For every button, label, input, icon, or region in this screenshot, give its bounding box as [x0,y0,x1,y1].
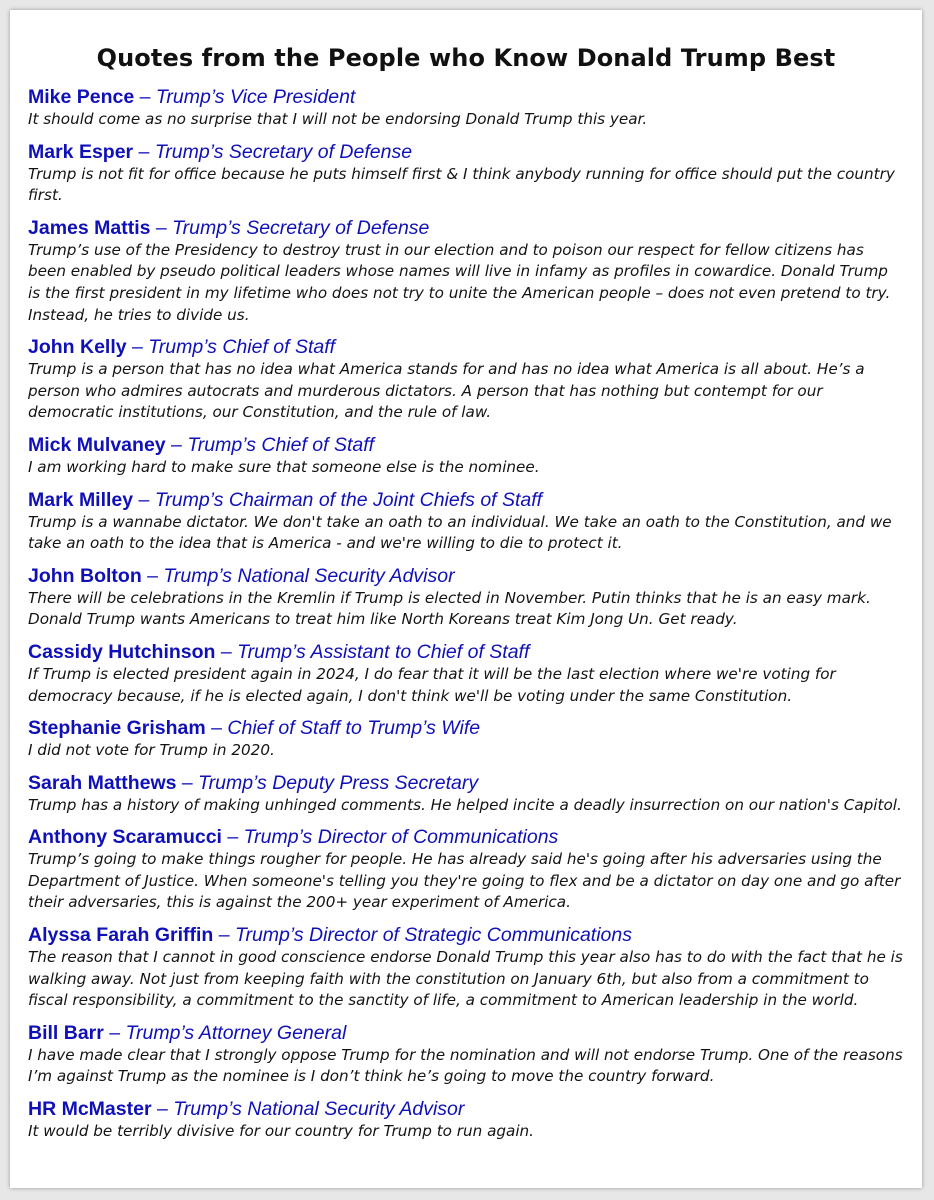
quote-text: Trump is a person that has no idea what America stands for and has no idea what America is all about. He’s a person who admires autocrats and murderous dictators. A person that has nothing but contempt for our democratic institutions, our Constitution, and the rule of law. [28,360,865,422]
quote-entry-mike-pence [28,85,904,131]
quote-entry-anthony-scaramucci [28,825,904,914]
quote-entry-john-bolton [28,564,904,631]
quote-entry-mark-esper [28,140,904,207]
person-role: Chief of Staff to Trump’s Wife [227,717,481,740]
person-name: Mark Esper [28,140,134,163]
person-name: HR McMaster [28,1098,152,1121]
dash-separator: – [134,86,156,108]
entry-heading [28,433,904,457]
quote-text: Trump’s use of the Presidency to destroy trust in our election and to poison our respect for fellow citizens has been enabled by pseudo political leaders whose names will live in infamy as profiles in cowardice. Donald Trump is the first president in my lifetime who does not try to unite the American people – does not even pretend to try. Instead, he tries to divide us. [28,240,891,324]
quote-entry-mick-mulvaney [28,433,904,479]
dash-separator: – [141,564,164,587]
person-name: Anthony Scaramucci [28,826,222,849]
person-name: Mike Pence [28,86,135,108]
dash-separator: – [213,924,235,947]
person-role: Trump’s Director of Communications [243,826,559,849]
quote-text: Trump’s going to make things rougher for people. He has already said he's going after his adversaries using the Department of Justice. When someone's telling you they're going to flex and be a dictator on day one and go after their adversaries, this is against the 200+ year experiment of America. [28,850,901,912]
person-name: Mark Milley [28,488,134,511]
quote-entry-cassidy-hutchinson [28,640,904,707]
page-title: Quotes from the People who Know Donald Trump Best [96,44,836,72]
quote-text: I have made clear that I strongly oppose Trump for the nomination and will not endorse Trump. One of the reasons I’m against Trump as the nominee is I don’t think he’s going to move the country forward. [28,1045,903,1086]
quote-entry-hr-mcmaster [28,1097,904,1143]
person-role: Trump’s Deputy Press Secretary [198,771,479,794]
quote-entry-alyssa-farah-griffin [28,923,904,1012]
entry-heading [28,640,904,664]
person-role: Trump’s National Security Advisor [173,1098,465,1121]
quote-text: I am working hard to make sure that someone else is the nominee. [28,457,540,476]
quote-text: If Trump is elected president again in 2024, I do fear that it will be the last election where we're voting for democracy because, if he is elected again, I don't think we'll be voting under the same Constitution. [28,664,836,705]
person-name: Alyssa Farah Griffin [28,924,214,947]
entry-heading [28,140,904,164]
person-role: Trump’s Chief of Staff [187,433,375,456]
quote-text: It would be terribly divisive for our country for Trump to run again. [28,1122,535,1141]
quote-text: Trump is not fit for office because he puts himself first & I think anybody running for office should put the country first. [28,164,895,205]
person-name: Mick Mulvaney [28,433,166,456]
entry-heading [28,771,904,795]
entry-heading [28,923,904,947]
quote-text: The reason that I cannot in good conscience endorse Donald Trump this year also has to do with the fact that he is walking away. Not just from keeping faith with the constitution on January 6th, but also from a commitment to fiscal responsibility, a commitment to the sanctity of life, a commitment to American leadership in the world. [28,948,903,1010]
person-name: John Kelly [28,336,127,359]
dash-separator: – [151,1098,174,1121]
person-name: Stephanie Grisham [28,717,206,740]
entry-heading [28,85,904,109]
quote-text: I did not vote for Trump in 2020. [28,741,275,760]
quote-text: It should come as no surprise that I will not be endorsing Donald Trump this year. [28,110,648,128]
entry-heading [28,716,904,740]
entry-heading [28,1021,904,1045]
document-page [10,10,922,1188]
quote-text: Trump is a wannabe dictator. We don't take an oath to an individual. We take an oath to the Constitution, and we take an oath to the idea that is America - and we're willing to die to protect it. [28,512,892,553]
quote-text: Trump has a history of making unhinged comments. He helped incite a deadly insurrection on our nation's Capitol. [28,795,902,814]
dash-separator: – [133,488,155,511]
quote-entry-bill-barr [28,1021,904,1088]
person-name: James Mattis [28,216,151,239]
dash-separator: – [126,336,149,359]
dash-separator: – [165,433,188,456]
quote-entry-james-mattis [28,216,904,326]
person-role: Trump’s Director of Strategic Communications [235,924,632,947]
quote-entry-stephanie-grisham [28,716,904,762]
quote-entry-john-kelly [28,335,904,424]
dash-separator: – [221,826,244,849]
quote-text: There will be celebrations in the Kremlin if Trump is elected in November. Putin thinks that he is an easy mark. Donald Trump wants Americans to treat him like North Koreans treat Kim Jong Un. Get ready. [28,588,871,629]
person-role: Trump’s Secretary of Defense [154,140,413,163]
entry-heading [28,564,904,588]
person-role: Trump’s National Security Advisor [163,564,455,587]
quote-entry-sarah-matthews [28,771,904,817]
entry-heading [28,825,904,849]
person-name: Bill Barr [28,1021,104,1044]
person-role: Trump’s Assistant to Chief of Staff [237,640,530,663]
entry-heading [28,1097,904,1121]
dash-separator: – [150,216,173,239]
person-name: Sarah Matthews [28,771,177,794]
entry-heading [28,335,904,359]
person-name: John Bolton [28,564,142,587]
person-name: Cassidy Hutchinson [28,640,216,663]
person-role: Trump’s Chief of Staff [148,336,336,359]
dash-separator: – [103,1021,126,1044]
person-role: Trump’s Attorney General [125,1021,347,1044]
dash-separator: – [215,640,238,663]
person-role: Trump’s Vice President [155,86,356,108]
entry-heading [28,216,904,240]
person-role: Trump’s Secretary of Defense [172,216,430,239]
dash-separator: – [205,717,228,740]
entry-heading [28,488,904,512]
person-role: Trump’s Chairman of the Joint Chiefs of Staff [154,488,543,511]
dash-separator: – [133,140,155,163]
dash-separator: – [176,771,199,794]
quote-entry-mark-milley [28,488,904,555]
